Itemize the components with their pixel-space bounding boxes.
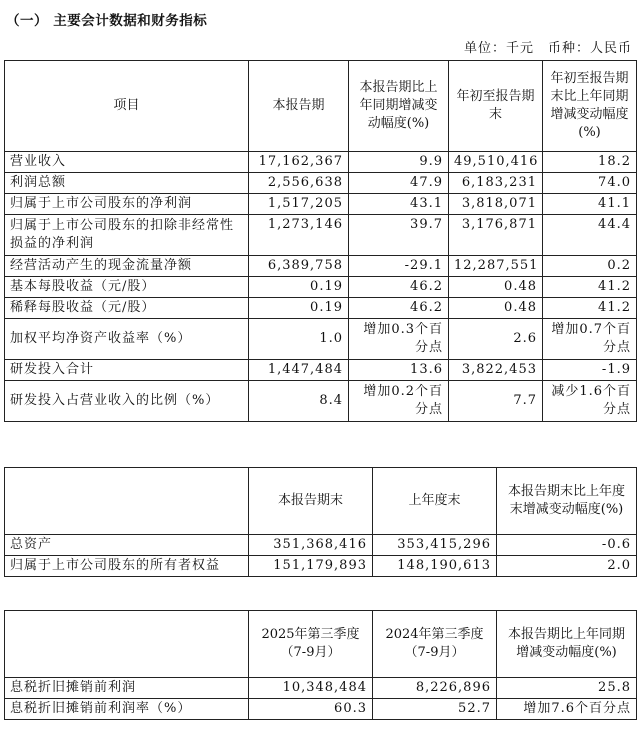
cell-value: 148,190,613 [373, 556, 497, 577]
cell-value: 25.8 [497, 678, 637, 699]
row-label: 归属于上市公司股东的所有者权益 [5, 556, 249, 577]
cell-value: 1,447,484 [249, 360, 349, 381]
header-ytd-change: 年初至报告期末比上年同期增减变动幅度(%) [543, 61, 637, 152]
main-indicators-table [4, 60, 637, 422]
header-period-end: 本报告期末 [249, 468, 373, 535]
cell-value: 41.1 [543, 194, 637, 215]
table-row [5, 256, 637, 277]
cell-value: 74.0 [543, 173, 637, 194]
table-row [5, 360, 637, 381]
cell-value: 17,162,367 [249, 152, 349, 173]
cell-value: 2,556,638 [249, 173, 349, 194]
header-ytd: 年初至报告期末 [449, 61, 543, 152]
header-blank [5, 468, 249, 535]
cell-value: 0.2 [543, 256, 637, 277]
header-current-change: 本报告期比上年同期增减变动幅度(%) [349, 61, 449, 152]
cell-value: 8.4 [249, 381, 349, 422]
cell-value: 1,517,205 [249, 194, 349, 215]
cell-value: 7.7 [449, 381, 543, 422]
table-row [5, 556, 637, 577]
table-row [5, 381, 637, 422]
cell-value: 6,183,231 [449, 173, 543, 194]
unit-label: 单位：千元 [463, 41, 534, 56]
cell-value: 49,510,416 [449, 152, 543, 173]
row-label: 利润总额 [5, 173, 249, 194]
cell-value: 3,822,453 [449, 360, 543, 381]
table-row [5, 678, 637, 699]
cell-value: 52.7 [373, 699, 497, 720]
header-q3-2025: 2025年第三季度（7-9月） [249, 611, 373, 678]
unit-currency-line [464, 37, 632, 56]
cell-value: 46.2 [349, 298, 449, 319]
table-row [5, 194, 637, 215]
cell-value: 6,389,758 [249, 256, 349, 277]
header-change: 本报告期末比上年度末增减变动幅度(%) [497, 468, 637, 535]
table-row [5, 319, 637, 360]
header-current-period: 本报告期 [249, 61, 349, 152]
cell-value: 0.48 [449, 298, 543, 319]
cell-value: 增加0.7个百分点 [543, 319, 637, 360]
row-label: 归属于上市公司股东的扣除非经常性损益的净利润 [5, 215, 249, 256]
section-heading: （一） 主要会计数据和财务指标 [6, 13, 208, 29]
cell-value: 46.2 [349, 277, 449, 298]
header-q3-2024: 2024年第三季度（7-9月） [373, 611, 497, 678]
table-row [5, 152, 637, 173]
row-label: 息税折旧摊销前利润率（%） [5, 699, 249, 720]
table-row [5, 298, 637, 319]
cell-value: 0.19 [249, 298, 349, 319]
cell-value: -0.6 [497, 535, 637, 556]
cell-value: 13.6 [349, 360, 449, 381]
row-label: 稀释每股收益（元/股） [5, 298, 249, 319]
cell-value: 60.3 [249, 699, 373, 720]
row-label: 营业收入 [5, 152, 249, 173]
cell-value: 2.6 [449, 319, 543, 360]
cell-value: 增加7.6个百分点 [497, 699, 637, 720]
row-label: 研发投入合计 [5, 360, 249, 381]
cell-value: 增加0.3个百分点 [349, 319, 449, 360]
cell-value: 8,226,896 [373, 678, 497, 699]
table-row [5, 535, 637, 556]
ebitda-table [4, 610, 637, 720]
row-label: 息税折旧摊销前利润 [5, 678, 249, 699]
row-label: 归属于上市公司股东的净利润 [5, 194, 249, 215]
cell-value: 18.2 [543, 152, 637, 173]
header-change: 本报告期比上年同期增减变动幅度(%) [497, 611, 637, 678]
row-label: 总资产 [5, 535, 249, 556]
cell-value: 10,348,484 [249, 678, 373, 699]
header-blank [5, 611, 249, 678]
cell-value: -1.9 [543, 360, 637, 381]
cell-value: 9.9 [349, 152, 449, 173]
cell-value: 0.48 [449, 277, 543, 298]
cell-value: 1,273,146 [249, 215, 349, 256]
balance-table [4, 467, 637, 577]
cell-value: 3,818,071 [449, 194, 543, 215]
cell-value: 减少1.6个百分点 [543, 381, 637, 422]
cell-value: 增加0.2个百分点 [349, 381, 449, 422]
cell-value: 353,415,296 [373, 535, 497, 556]
cell-value: 3,176,871 [449, 215, 543, 256]
cell-value: 41.2 [543, 277, 637, 298]
row-label: 基本每股收益（元/股） [5, 277, 249, 298]
cell-value: 12,287,551 [449, 256, 543, 277]
table-row [5, 699, 637, 720]
cell-value: 1.0 [249, 319, 349, 360]
cell-value: 151,179,893 [249, 556, 373, 577]
cell-value: 39.7 [349, 215, 449, 256]
cell-value: 0.19 [249, 277, 349, 298]
cell-value: 2.0 [497, 556, 637, 577]
row-label: 加权平均净资产收益率（%） [5, 319, 249, 360]
header-item: 项目 [5, 61, 249, 152]
table-row [5, 277, 637, 298]
row-label: 经营活动产生的现金流量净额 [5, 256, 249, 277]
cell-value: 351,368,416 [249, 535, 373, 556]
table-row [5, 173, 637, 194]
cell-value: -29.1 [349, 256, 449, 277]
cell-value: 47.9 [349, 173, 449, 194]
currency-label: 币种：人民币 [547, 41, 632, 56]
table-row [5, 215, 637, 256]
cell-value: 41.2 [543, 298, 637, 319]
row-label: 研发投入占营业收入的比例（%） [5, 381, 249, 422]
header-prior-year-end: 上年度末 [373, 468, 497, 535]
cell-value: 43.1 [349, 194, 449, 215]
cell-value: 44.4 [543, 215, 637, 256]
